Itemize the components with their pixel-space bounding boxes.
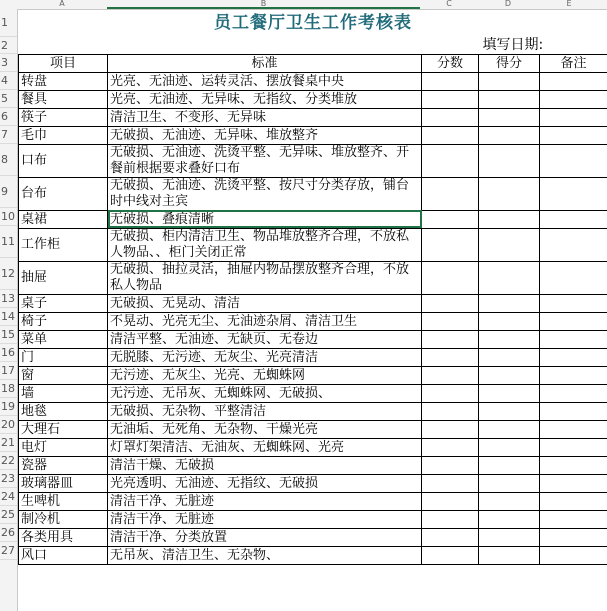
item-cell[interactable]: 地毯 <box>19 402 108 420</box>
item-cell[interactable]: 瓷器 <box>19 456 108 474</box>
standard-cell[interactable]: 无污迹、无灰尘、光亮、无蜘蛛网 <box>108 366 422 384</box>
row-header[interactable]: 7 <box>0 126 17 144</box>
item-cell[interactable]: 毛巾 <box>19 126 108 144</box>
standard-cell[interactable]: 无破损、无油迹、无异味、堆放整齐 <box>108 126 422 144</box>
item-cell[interactable]: 墙 <box>19 384 108 402</box>
standard-cell[interactable]: 无油垢、无死角、无杂物、干燥光亮 <box>108 420 422 438</box>
score-cell[interactable] <box>479 126 540 144</box>
row-header[interactable]: 5 <box>0 90 17 108</box>
cell-empty[interactable] <box>422 37 479 54</box>
score-cell[interactable] <box>479 492 540 510</box>
row-header[interactable]: 6 <box>0 108 17 126</box>
table-row <box>19 492 607 510</box>
remarks-cell[interactable] <box>540 72 607 90</box>
table-row <box>19 456 607 474</box>
table-row <box>19 384 607 402</box>
row-header[interactable]: 15 <box>0 326 17 344</box>
score-cell[interactable] <box>479 402 540 420</box>
remarks-cell[interactable] <box>540 546 607 564</box>
table-row <box>19 402 607 420</box>
item-cell[interactable]: 电灯 <box>19 438 108 456</box>
standard-cell[interactable]: 无破损、无杂物、平整清洁 <box>108 402 422 420</box>
remarks-cell[interactable] <box>540 366 607 384</box>
score-cell[interactable] <box>479 546 540 564</box>
score-cell[interactable] <box>479 528 540 546</box>
item-cell[interactable]: 台布 <box>19 177 108 210</box>
row-header[interactable]: 19 <box>0 398 17 416</box>
remarks-cell[interactable] <box>540 348 607 366</box>
cell-empty[interactable] <box>108 37 422 54</box>
score-cell[interactable] <box>479 420 540 438</box>
score-cell[interactable] <box>479 210 540 228</box>
points-cell[interactable] <box>422 126 479 144</box>
score-cell[interactable] <box>479 90 540 108</box>
item-cell[interactable]: 各类用具 <box>19 528 108 546</box>
standard-cell[interactable]: 光亮透明、无油迹、无指纹、无破损 <box>108 474 422 492</box>
points-cell[interactable] <box>422 228 479 261</box>
score-cell[interactable] <box>479 294 540 312</box>
column-header-d[interactable]: D <box>504 0 512 8</box>
points-cell[interactable] <box>422 528 479 546</box>
standard-cell[interactable]: 无破损、无油迹、洗烫平整、按尺寸分类存放，铺台时中线对主宾 <box>108 177 422 210</box>
points-cell[interactable] <box>422 474 479 492</box>
remarks-cell[interactable] <box>540 456 607 474</box>
score-cell[interactable] <box>479 144 540 177</box>
row-header[interactable]: 12 <box>0 258 17 290</box>
item-cell[interactable]: 菜单 <box>19 330 108 348</box>
standard-cell[interactable]: 无脱膝、无污迹、无灰尘、光亮清洁 <box>108 348 422 366</box>
score-cell[interactable] <box>479 366 540 384</box>
points-cell[interactable] <box>422 108 479 126</box>
item-cell[interactable]: 制冷机 <box>19 510 108 528</box>
remarks-cell[interactable] <box>540 528 607 546</box>
table-row <box>19 420 607 438</box>
item-cell[interactable]: 工作柜 <box>19 228 108 261</box>
points-cell[interactable] <box>422 420 479 438</box>
remarks-cell[interactable] <box>540 474 607 492</box>
remarks-cell[interactable] <box>540 294 607 312</box>
points-cell[interactable] <box>422 510 479 528</box>
remarks-cell[interactable] <box>540 402 607 420</box>
item-cell[interactable]: 口布 <box>19 144 108 177</box>
fill-date-label[interactable]: 填写日期: <box>482 37 544 53</box>
standard-cell[interactable]: 光亮、无油迹、运转灵活、摆放餐桌中央 <box>108 72 422 90</box>
item-cell[interactable]: 桌裙 <box>19 210 108 228</box>
row-header[interactable]: 8 <box>0 144 17 176</box>
row-header[interactable]: 2 <box>0 37 17 54</box>
row-header[interactable]: 18 <box>0 380 17 398</box>
remarks-cell[interactable] <box>540 492 607 510</box>
table-row <box>19 546 607 564</box>
standard-cell[interactable]: 无吊灰、清洁卫生、无杂物、 <box>108 546 422 564</box>
table-row <box>19 210 607 228</box>
score-cell[interactable] <box>479 510 540 528</box>
standard-cell[interactable]: 清洁平整、无油迹、无缺页、无卷边 <box>108 330 422 348</box>
row-header[interactable]: 17 <box>0 362 17 380</box>
row-header[interactable]: 27 <box>0 542 17 560</box>
table-row <box>19 348 607 366</box>
score-cell[interactable] <box>479 384 540 402</box>
row-header[interactable]: 3 <box>0 54 17 72</box>
remarks-cell[interactable] <box>540 144 607 177</box>
item-cell[interactable]: 桌子 <box>19 294 108 312</box>
header-remarks[interactable]: 备注 <box>540 54 607 72</box>
inspection-table <box>18 9 607 565</box>
row-header[interactable]: 22 <box>0 452 17 470</box>
row-header[interactable]: 20 <box>0 416 17 434</box>
points-cell[interactable] <box>422 294 479 312</box>
remarks-cell[interactable] <box>540 177 607 210</box>
points-cell[interactable] <box>422 330 479 348</box>
standard-cell[interactable]: 无破损、无晃动、清洁 <box>108 294 422 312</box>
item-cell[interactable]: 椅子 <box>19 312 108 330</box>
item-cell[interactable]: 餐具 <box>19 90 108 108</box>
score-cell[interactable] <box>479 348 540 366</box>
column-header-e[interactable]: E <box>566 0 572 8</box>
table-row <box>19 177 607 210</box>
points-cell[interactable] <box>422 210 479 228</box>
score-cell[interactable] <box>479 261 540 294</box>
remarks-cell[interactable] <box>540 420 607 438</box>
item-cell[interactable]: 生啤机 <box>19 492 108 510</box>
standard-cell[interactable]: 清洁卫生、不变形、无异味 <box>108 108 422 126</box>
item-cell[interactable]: 转盘 <box>19 72 108 90</box>
table-row <box>19 528 607 546</box>
header-item[interactable]: 项目 <box>19 54 108 72</box>
row-header[interactable]: 9 <box>0 176 17 208</box>
column-header-a[interactable]: A <box>59 0 65 8</box>
remarks-cell[interactable] <box>540 261 607 294</box>
cell-empty[interactable] <box>19 37 108 54</box>
standard-cell[interactable]: 清洁干净、无脏迹 <box>108 492 422 510</box>
standard-cell[interactable]: 无污迹、无吊灰、无蜘蛛网、无破损、 <box>108 384 422 402</box>
header-score[interactable]: 得分 <box>479 54 540 72</box>
points-cell[interactable] <box>422 144 479 177</box>
item-cell[interactable]: 大理石 <box>19 420 108 438</box>
points-cell[interactable] <box>422 384 479 402</box>
score-cell[interactable] <box>479 312 540 330</box>
points-cell[interactable] <box>422 402 479 420</box>
remarks-cell[interactable] <box>540 126 607 144</box>
title-row <box>19 9 607 37</box>
remarks-cell[interactable] <box>540 312 607 330</box>
table-row <box>19 90 607 108</box>
row-header[interactable]: 11 <box>0 226 17 258</box>
remarks-cell[interactable] <box>540 384 607 402</box>
item-cell[interactable]: 风口 <box>19 546 108 564</box>
remarks-cell[interactable] <box>540 108 607 126</box>
table-row <box>19 438 607 456</box>
table-row <box>19 294 607 312</box>
standard-cell[interactable]: 光亮、无油迹、无异味、无指纹、分类堆放 <box>108 90 422 108</box>
item-cell[interactable]: 窗 <box>19 366 108 384</box>
standard-cell[interactable]: 无破损、柜内清洁卫生、物品堆放整齐合理，不放私人物品、、柜门关闭正常 <box>108 228 422 261</box>
item-cell[interactable]: 门 <box>19 348 108 366</box>
standard-cell[interactable]: 清洁干燥、无破损 <box>108 456 422 474</box>
sheet-title[interactable]: 员工餐厅卫生工作考核表 <box>214 12 413 33</box>
row-header[interactable]: 25 <box>0 506 17 524</box>
standard-cell[interactable]: 清洁干净、分类放置 <box>108 528 422 546</box>
standard-cell[interactable]: 无破损、抽拉灵活，抽屉内物品摆放整齐合理，不放私人物品 <box>108 261 422 294</box>
remarks-cell[interactable] <box>540 510 607 528</box>
row-header[interactable]: 13 <box>0 290 17 308</box>
item-cell[interactable]: 抽屉 <box>19 261 108 294</box>
score-cell[interactable] <box>479 177 540 210</box>
score-cell[interactable] <box>479 72 540 90</box>
points-cell[interactable] <box>422 348 479 366</box>
remarks-cell[interactable] <box>540 210 607 228</box>
points-cell[interactable] <box>422 72 479 90</box>
row-header[interactable]: 10 <box>0 208 17 226</box>
points-cell[interactable] <box>422 438 479 456</box>
score-cell[interactable] <box>479 108 540 126</box>
points-cell[interactable] <box>422 366 479 384</box>
table-row <box>19 474 607 492</box>
header-row <box>19 54 607 72</box>
points-cell[interactable] <box>422 90 479 108</box>
score-cell[interactable] <box>479 456 540 474</box>
item-cell[interactable]: 玻璃器皿 <box>19 474 108 492</box>
standard-cell[interactable]: 清洁干净、无脏迹 <box>108 510 422 528</box>
score-cell[interactable] <box>479 474 540 492</box>
item-cell[interactable]: 筷子 <box>19 108 108 126</box>
standard-cell[interactable]: 灯罩灯架清洁、无油灰、无蜘蛛网、光亮 <box>108 438 422 456</box>
row-header[interactable]: 4 <box>0 72 17 90</box>
row-header[interactable]: 1 <box>0 9 17 37</box>
remarks-cell[interactable] <box>540 438 607 456</box>
table-row <box>19 72 607 90</box>
column-header-c[interactable]: C <box>446 0 452 8</box>
table-row <box>19 330 607 348</box>
row-header[interactable]: 23 <box>0 470 17 488</box>
header-standard[interactable]: 标准 <box>108 54 422 72</box>
remarks-cell[interactable] <box>540 330 607 348</box>
score-cell[interactable] <box>479 228 540 261</box>
remarks-cell[interactable] <box>540 228 607 261</box>
score-cell[interactable] <box>479 438 540 456</box>
table-row <box>19 366 607 384</box>
standard-cell[interactable]: 无破损、叠痕清晰 <box>108 210 422 228</box>
row-header[interactable]: 14 <box>0 308 17 326</box>
row-header[interactable]: 24 <box>0 488 17 506</box>
table-row <box>19 510 607 528</box>
cell-grid <box>18 9 607 611</box>
points-cell[interactable] <box>422 312 479 330</box>
points-cell[interactable] <box>422 177 479 210</box>
row-header[interactable]: 26 <box>0 524 17 542</box>
header-points[interactable]: 分数 <box>422 54 479 72</box>
standard-cell[interactable]: 无破损、无油迹、洗烫平整、无异味、堆放整齐、开餐前根据要求叠好口布 <box>108 144 422 177</box>
date-row <box>19 37 607 54</box>
score-cell[interactable] <box>479 330 540 348</box>
row-header[interactable]: 16 <box>0 344 17 362</box>
table-row <box>19 312 607 330</box>
remarks-cell[interactable] <box>540 90 607 108</box>
points-cell[interactable] <box>422 546 479 564</box>
table-row <box>19 261 607 294</box>
points-cell[interactable] <box>422 261 479 294</box>
table-row <box>19 126 607 144</box>
row-header[interactable]: 21 <box>0 434 17 452</box>
points-cell[interactable] <box>422 492 479 510</box>
standard-cell[interactable]: 不晃动、光亮无尘、无油迹杂屑、清洁卫生 <box>108 312 422 330</box>
table-row <box>19 108 607 126</box>
row-header-bar <box>0 9 18 611</box>
column-header-b[interactable]: B <box>107 0 420 9</box>
table-row <box>19 228 607 261</box>
table-row <box>19 144 607 177</box>
points-cell[interactable] <box>422 456 479 474</box>
